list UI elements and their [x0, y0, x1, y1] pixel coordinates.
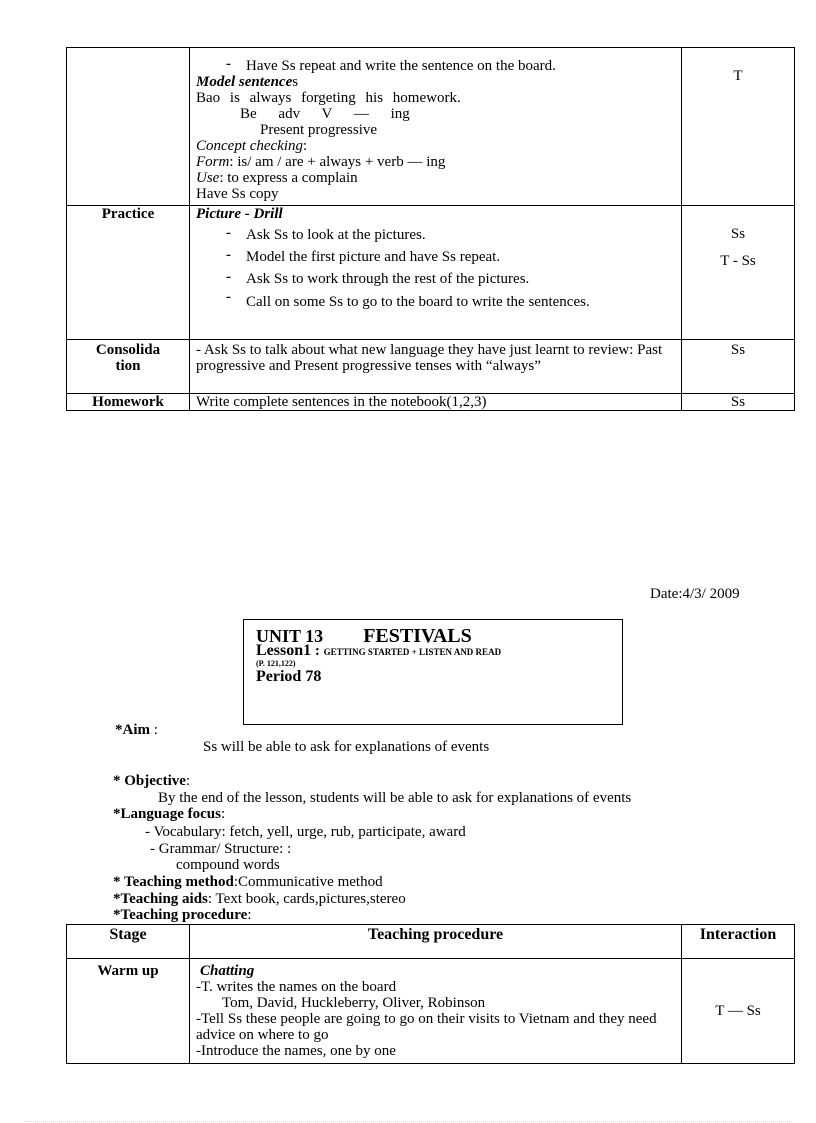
lesson-label: Lesson1: [256, 642, 312, 659]
procedure-cell: [190, 206, 682, 340]
period-label: Period 78: [256, 668, 322, 685]
list-item: - Call on some Ss to go to the board to write the sentences.: [196, 290, 675, 311]
consolidation-text: - Ask Ss to talk about what new language they have just learnt to review: Past progressive and Present progressive tenses with “always”: [196, 342, 663, 374]
vocabulary-line: - Vocabulary: fetch, yell, urge, rub, participate, award: [145, 824, 466, 840]
lesson-line: [256, 644, 622, 659]
interaction-value: Ss: [730, 226, 746, 242]
procedure-cell: [190, 48, 682, 206]
table-header-row: [67, 925, 795, 959]
aim-text: Ss will be able to ask for explanations of events: [203, 739, 490, 755]
interaction-cell: [682, 959, 795, 1064]
lesson-title: GETTING STARTED + LISTEN AND READ: [323, 647, 502, 657]
table-row: [67, 394, 795, 411]
teaching-method: * Teaching method:Communicative method: [113, 874, 383, 890]
objective-text: By the end of the lesson, students will be able to ask for explanations of events: [158, 790, 632, 806]
list-item: - Ask Ss to look at the pictures.: [196, 224, 675, 246]
stage-label: Consolida tion: [95, 342, 161, 374]
use-line: Use: to express a complain: [196, 170, 358, 186]
lesson-colon: :: [314, 643, 320, 659]
header-procedure: Teaching procedure: [190, 925, 682, 959]
sentence-pattern: Be adv V — ing: [240, 106, 410, 122]
procedure-cell: [190, 340, 682, 394]
header-stage: Stage: [67, 925, 190, 959]
table-row: [67, 206, 795, 340]
form-line: Form: is/ am / are + always + verb — ing: [196, 154, 446, 170]
aim-heading: *Aim :: [115, 722, 158, 738]
stage-cell: [67, 394, 190, 411]
lesson-table-continued: [66, 47, 795, 411]
compound-words: compound words: [176, 857, 280, 873]
stage-cell: [67, 340, 190, 394]
interaction-cell: [682, 48, 795, 206]
interaction-cell: [682, 394, 795, 411]
tense-label: Present progressive: [260, 122, 378, 138]
model-sentence: Bao is always forgeting his homework.: [196, 90, 461, 106]
activity-title: Chatting: [200, 963, 255, 979]
list-item: -Introduce the names, one by one: [196, 1043, 396, 1059]
activity-title: Picture - Drill: [196, 206, 283, 222]
list-item: -Tell Ss these people are going to go on their visits to Vietnam and they need advice on where to go: [196, 1011, 657, 1043]
stage-cell: [67, 48, 190, 206]
interaction-cell: [682, 206, 795, 340]
concept-checking: Concept checking:: [196, 138, 308, 154]
procedure-cell: [190, 959, 682, 1064]
unit-title: FESTIVALS: [363, 625, 472, 647]
lesson-title-box: [243, 619, 623, 725]
list-item: - Model the first picture and have Ss repeat.: [196, 246, 675, 268]
interaction-value: T - Ss: [720, 253, 756, 269]
stage-cell: [67, 959, 190, 1064]
stage-cell: [67, 206, 190, 340]
list-item: Tom, David, Huckleberry, Oliver, Robinson: [222, 995, 486, 1011]
lesson-pages: (P. 121,122): [256, 659, 296, 668]
language-focus-heading: *Language focus:: [113, 806, 226, 822]
list-item: - Have Ss repeat and write the sentence on the board.: [196, 58, 675, 74]
table-row: [67, 959, 795, 1064]
interaction-value: Ss: [730, 394, 746, 410]
unit-number: UNIT 13: [256, 626, 324, 646]
stage-label: Practice: [101, 206, 155, 222]
table-row: [67, 48, 795, 206]
lesson-date: Date:4/3/ 2009: [650, 586, 740, 602]
objective-heading: * Objective:: [113, 773, 191, 789]
copy-line: Have Ss copy: [196, 186, 279, 202]
table-row: [67, 340, 795, 394]
teaching-aids: *Teaching aids: Text book, cards,pictures,stereo: [113, 891, 406, 907]
list-item: - Ask Ss to work through the rest of the pictures.: [196, 268, 675, 290]
teaching-procedure-table: [66, 924, 795, 1064]
page-edge-divider: [24, 1121, 792, 1122]
interaction-value: Ss: [730, 342, 746, 358]
grammar-line: - Grammar/ Structure: :: [150, 841, 292, 857]
interaction-value: T: [733, 68, 743, 84]
stage-label: Homework: [92, 394, 164, 410]
interaction-cell: [682, 340, 795, 394]
header-interaction: Interaction: [682, 925, 795, 959]
model-sentence-title: Model sentences: [196, 74, 299, 90]
list-item: -T. writes the names on the board: [196, 979, 397, 995]
procedure-cell: [190, 394, 682, 411]
homework-text: Write complete sentences in the notebook(1,2,3): [196, 394, 487, 410]
teaching-procedure-heading: *Teaching procedure:: [113, 907, 252, 923]
interaction-value: T — Ss: [715, 1003, 761, 1019]
stage-label: Warm up: [97, 963, 159, 979]
